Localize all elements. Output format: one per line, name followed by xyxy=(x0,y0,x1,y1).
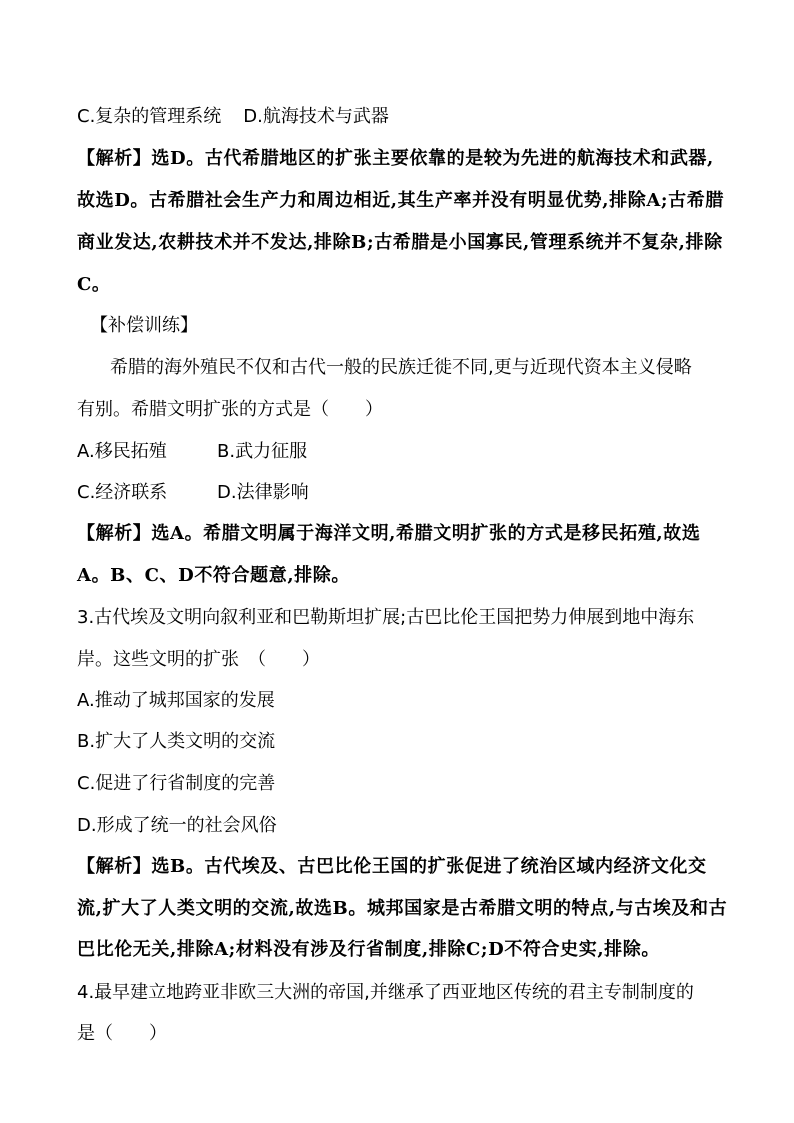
q3-analysis-line-2: 流,扩大了人类文明的交流,故选B。城邦国家是古希腊文明的特点,与古埃及和古 xyxy=(77,898,728,919)
supplement-options-ab xyxy=(77,441,727,463)
q2-analysis-line-1 xyxy=(77,148,727,170)
supplement-option-b: B.武力征服 xyxy=(217,441,308,462)
supplement-stem-line-2: 有别。希腊文明扩张的方式是（ ） xyxy=(77,399,383,420)
q3-option-a: A.推动了城邦国家的发展 xyxy=(77,690,275,711)
supplement-option-a: A.移民拓殖 xyxy=(77,441,167,462)
q3-analysis-line-3: 巴比伦无关,排除A;材料没有涉及行省制度,排除C;D不符合史实,排除。 xyxy=(77,939,660,960)
q3-option-d: D.形成了统一的社会风俗 xyxy=(77,815,277,836)
supplement-heading: 【补偿训练】 xyxy=(90,315,198,336)
q3-analysis-line-1 xyxy=(77,856,727,878)
supplement-analysis-line-1 xyxy=(77,523,727,545)
q3-stem-line-2: 岸。这些文明的扩张 （ ） xyxy=(77,649,320,670)
analysis-tag: 【解析】 xyxy=(77,856,152,877)
q4-stem-line-1: 4.最早建立地跨亚非欧三大洲的帝国,并继承了西亚地区传统的君主专制制度的 xyxy=(77,982,694,1003)
q2-option-d: D.航海技术与武器 xyxy=(243,106,389,127)
supplement-options-cd xyxy=(77,482,727,504)
analysis-tag: 【解析】 xyxy=(77,523,152,544)
supplement-option-d: D.法律影响 xyxy=(217,482,309,503)
q3-option-c: C.促进了行省制度的完善 xyxy=(77,773,276,794)
supplement-analysis-text-1: 选A。希腊文明属于海洋文明,希腊文明扩张的方式是移民拓殖,故选 xyxy=(151,523,701,544)
q4-stem-line-2: 是（ ） xyxy=(77,1023,167,1044)
q2-analysis-line-3: 商业发达,农耕技术并不发达,排除B;古希腊是小国寡民,管理系统并不复杂,排除 xyxy=(77,232,723,253)
q2-options-cd xyxy=(77,106,727,128)
q3-stem-line-1: 3.古代埃及文明向叙利亚和巴勒斯坦扩展;古巴比伦王国把势力伸展到地中海东 xyxy=(77,607,695,628)
analysis-tag: 【解析】 xyxy=(77,148,152,169)
supplement-option-c: C.经济联系 xyxy=(77,482,168,503)
q2-analysis-line-2: 故选D。古希腊社会生产力和周边相近,其生产率并没有明显优势,排除A;古希腊 xyxy=(77,190,724,211)
q2-option-c: C.复杂的管理系统 xyxy=(77,106,222,127)
q3-analysis-text-1: 选B。古代埃及、古巴比伦王国的扩张促进了统治区域内经济文化交 xyxy=(151,856,707,877)
q3-option-b: B.扩大了人类文明的交流 xyxy=(77,731,276,752)
q2-analysis-line-4: C。 xyxy=(77,274,111,295)
q2-analysis-text-1: 选D。古代希腊地区的扩张主要依靠的是较为先进的航海技术和武器, xyxy=(151,148,714,169)
supplement-analysis-line-2: A。B、C、D不符合题意,排除。 xyxy=(77,565,350,586)
supplement-stem-line-1: 希腊的海外殖民不仅和古代一般的民族迁徙不同,更与近现代资本主义侵略 xyxy=(110,357,692,378)
